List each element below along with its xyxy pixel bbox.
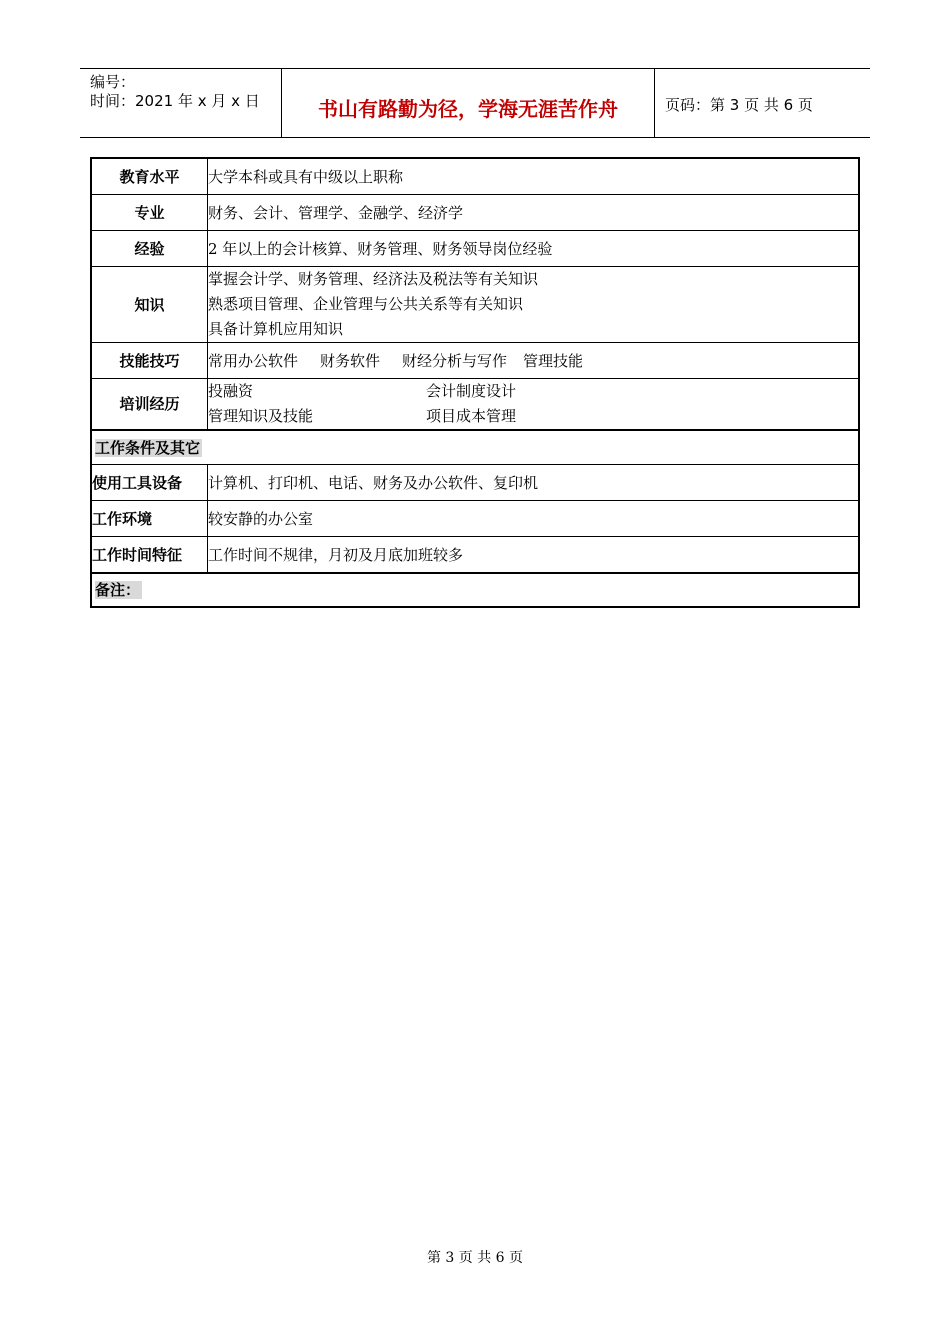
tools-label: 使用工具设备	[91, 465, 208, 501]
table-row	[91, 342, 859, 378]
training-value	[208, 378, 860, 430]
knowledge-line: 具备计算机应用知识	[208, 319, 344, 338]
table-row	[91, 465, 859, 501]
knowledge-line: 熟悉项目管理、企业管理与公共关系等有关知识	[208, 294, 524, 313]
knowledge-line: 掌握会计学、财务管理、经济法及税法等有关知识	[208, 269, 539, 288]
training-label: 培训经历	[91, 378, 208, 430]
motto: 书山有路勤为径，学海无涯苦作舟	[318, 97, 618, 121]
header-meta-cell	[80, 69, 282, 137]
knowledge-label: 知识	[91, 266, 208, 342]
notes-label: 备注：	[95, 581, 141, 599]
skill-item: 常用办公软件	[208, 351, 299, 370]
education-value: 大学本科或具有中级以上职称	[208, 158, 860, 194]
education-label: 教育水平	[91, 158, 208, 194]
table-row	[91, 430, 859, 465]
header-page-cell	[655, 69, 870, 137]
time-features-value: 工作时间不规律，月初及月底加班较多	[208, 537, 860, 573]
training-item: 管理知识及技能	[208, 406, 314, 425]
skill-item: 财经分析与写作	[402, 351, 508, 370]
notes-cell	[91, 573, 859, 607]
table-row	[91, 194, 859, 230]
table-row	[91, 378, 859, 430]
page-header	[80, 68, 870, 138]
time-features-label: 工作时间特征	[91, 537, 208, 573]
page-info: 页码：第 3 页 共 6 页	[665, 96, 813, 114]
number-label: 编号：	[90, 73, 136, 91]
table-row	[91, 501, 859, 537]
table-row	[91, 266, 859, 342]
table-row	[91, 158, 859, 194]
training-item: 投融资	[208, 381, 254, 400]
section-title-cell	[91, 430, 859, 465]
skill-item: 管理技能	[523, 351, 584, 370]
tools-value: 计算机、打印机、电话、财务及办公软件、复印机	[208, 465, 860, 501]
training-item: 会计制度设计	[426, 381, 517, 400]
skills-value	[208, 342, 860, 378]
page-footer: 第 3 页 共 6 页	[426, 1250, 524, 1266]
job-spec-table	[90, 157, 860, 608]
table-row	[91, 230, 859, 266]
environment-label: 工作环境	[91, 501, 208, 537]
table-row	[91, 573, 859, 607]
major-value: 财务、会计、管理学、金融学、经济学	[208, 194, 860, 230]
section-title: 工作条件及其它	[95, 438, 201, 457]
skills-label: 技能技巧	[91, 342, 208, 378]
header-motto-cell	[282, 69, 655, 137]
major-label: 专业	[91, 194, 208, 230]
table-row	[91, 537, 859, 573]
training-item: 项目成本管理	[426, 406, 517, 425]
knowledge-value	[208, 266, 860, 342]
environment-value: 较安静的办公室	[208, 501, 860, 537]
experience-value: 2 年以上的会计核算、财务管理、财务领导岗位经验	[208, 230, 860, 266]
experience-label: 经验	[91, 230, 208, 266]
skill-item: 财务软件	[320, 351, 381, 370]
time-label: 时间：2021 年 x 月 x 日	[90, 92, 260, 110]
